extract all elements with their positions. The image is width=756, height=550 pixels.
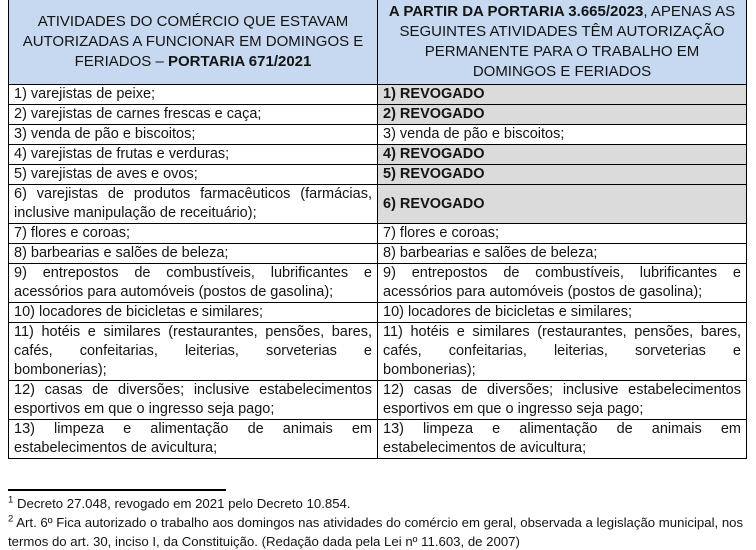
table-row bbox=[9, 85, 747, 105]
table-row bbox=[9, 244, 747, 264]
cell-right-activity: 11) hotéis e similares (restaurantes, pensões, bares, cafés, confeitarias, leiterias, sorveterias e bombonerias); bbox=[378, 323, 747, 381]
header-cell-portaria-3665-2023 bbox=[378, 0, 747, 85]
table-header bbox=[9, 0, 747, 85]
table-row bbox=[9, 125, 747, 145]
table-row bbox=[9, 381, 747, 420]
table-row bbox=[9, 303, 747, 323]
table-header-row bbox=[9, 0, 747, 85]
cell-right-activity: 7) flores e coroas; bbox=[378, 224, 747, 244]
cell-right-activity: 13) limpeza e alimentação de animais em estabelecimentos de avicultura; bbox=[378, 420, 747, 459]
cell-left-activity: 3) venda de pão e biscoitos; bbox=[9, 125, 378, 145]
cell-left-activity: 4) varejistas de frutas e verduras; bbox=[9, 145, 378, 165]
footnote-2 bbox=[8, 513, 748, 550]
footnotes-section bbox=[8, 489, 748, 550]
footnote-1-marker: 1 bbox=[8, 494, 14, 506]
cell-left-activity: 13) limpeza e alimentação de animais em estabelecimentos de avicultura; bbox=[9, 420, 378, 459]
cell-left-activity: 10) locadores de bicicletas e similares; bbox=[9, 303, 378, 323]
cell-right-revoked: 5) REVOGADO bbox=[378, 165, 747, 185]
table-row bbox=[9, 224, 747, 244]
header-right-regular-text: , APENAS AS SEGUINTES ATIVIDADES TÊM AUTORIZAÇÃO PERMANENTE PARA O TRABALHO EM DOMINGOS E FERIADOS bbox=[399, 3, 736, 80]
header-right-bold-text: A PARTIR DA PORTARIA 3.665/2023 bbox=[388, 3, 644, 20]
cell-right-revoked: 4) REVOGADO bbox=[378, 145, 747, 165]
cell-left-activity: 9) entrepostos de combustíveis, lubrificantes e acessórios para automóveis (postos de gasolina); bbox=[9, 264, 378, 303]
header-cell-portaria-671-2021 bbox=[9, 0, 378, 85]
header-left-bold-text: PORTARIA 671/2021 bbox=[167, 53, 312, 70]
table-row bbox=[9, 420, 747, 459]
cell-left-activity: 11) hotéis e similares (restaurantes, pensões, bares, cafés, confeitarias, leiterias, sorveterias e bombonerias); bbox=[9, 323, 378, 381]
table-row bbox=[9, 165, 747, 185]
cell-right-activity: 12) casas de diversões; inclusive estabelecimentos esportivos em que o ingresso seja pago; bbox=[378, 381, 747, 420]
cell-right-activity: 8) barbearias e salões de beleza; bbox=[378, 244, 747, 264]
table-row bbox=[9, 323, 747, 381]
cell-left-activity: 12) casas de diversões; inclusive estabelecimentos esportivos em que o ingresso seja pago; bbox=[9, 381, 378, 420]
footnote-1 bbox=[8, 494, 748, 513]
cell-right-activity: 3) venda de pão e biscoitos; bbox=[378, 125, 747, 145]
cell-left-activity: 5) varejistas de aves e ovos; bbox=[9, 165, 378, 185]
footnote-1-text: Decreto 27.048, revogado em 2021 pelo Decreto 10.854. bbox=[13, 496, 351, 511]
cell-right-revoked: 1) REVOGADO bbox=[378, 85, 747, 105]
table-body bbox=[9, 85, 747, 459]
table-row bbox=[9, 264, 747, 303]
cell-left-activity: 2) varejistas de carnes frescas e caça; bbox=[9, 105, 378, 125]
cell-left-activity: 1) varejistas de peixe; bbox=[9, 85, 378, 105]
cell-left-activity: 8) barbearias e salões de beleza; bbox=[9, 244, 378, 264]
cell-right-activity: 9) entrepostos de combustíveis, lubrificantes e acessórios para automóveis (postos de gasolina); bbox=[378, 264, 747, 303]
cell-right-revoked: 2) REVOGADO bbox=[378, 105, 747, 125]
table-row bbox=[9, 145, 747, 165]
footnote-2-text: Art. 6º Fica autorizado o trabalho aos domingos nas atividades do comércio em geral, observada a legislação municipal, nos termos do art. 30, inciso I, da Constituição. (Redação dada pela Lei nº 11.603, de 2007) bbox=[8, 515, 744, 549]
cell-right-activity: 10) locadores de bicicletas e similares; bbox=[378, 303, 747, 323]
activities-comparison-table bbox=[8, 0, 747, 459]
cell-right-revoked: 6) REVOGADO bbox=[378, 185, 747, 224]
header-left-regular-text: ATIVIDADES DO COMÉRCIO QUE ESTAVAM AUTORIZADAS A FUNCIONAR EM DOMINGOS E FERIADOS – bbox=[22, 13, 364, 70]
footnote-separator-rule bbox=[8, 489, 226, 491]
footnote-2-marker: 2 bbox=[8, 513, 14, 525]
cell-left-activity: 6) varejistas de produtos farmacêuticos (farmácias, inclusive manipulação de receituário); bbox=[9, 185, 378, 224]
table-row bbox=[9, 185, 747, 224]
cell-left-activity: 7) flores e coroas; bbox=[9, 224, 378, 244]
table-row bbox=[9, 105, 747, 125]
